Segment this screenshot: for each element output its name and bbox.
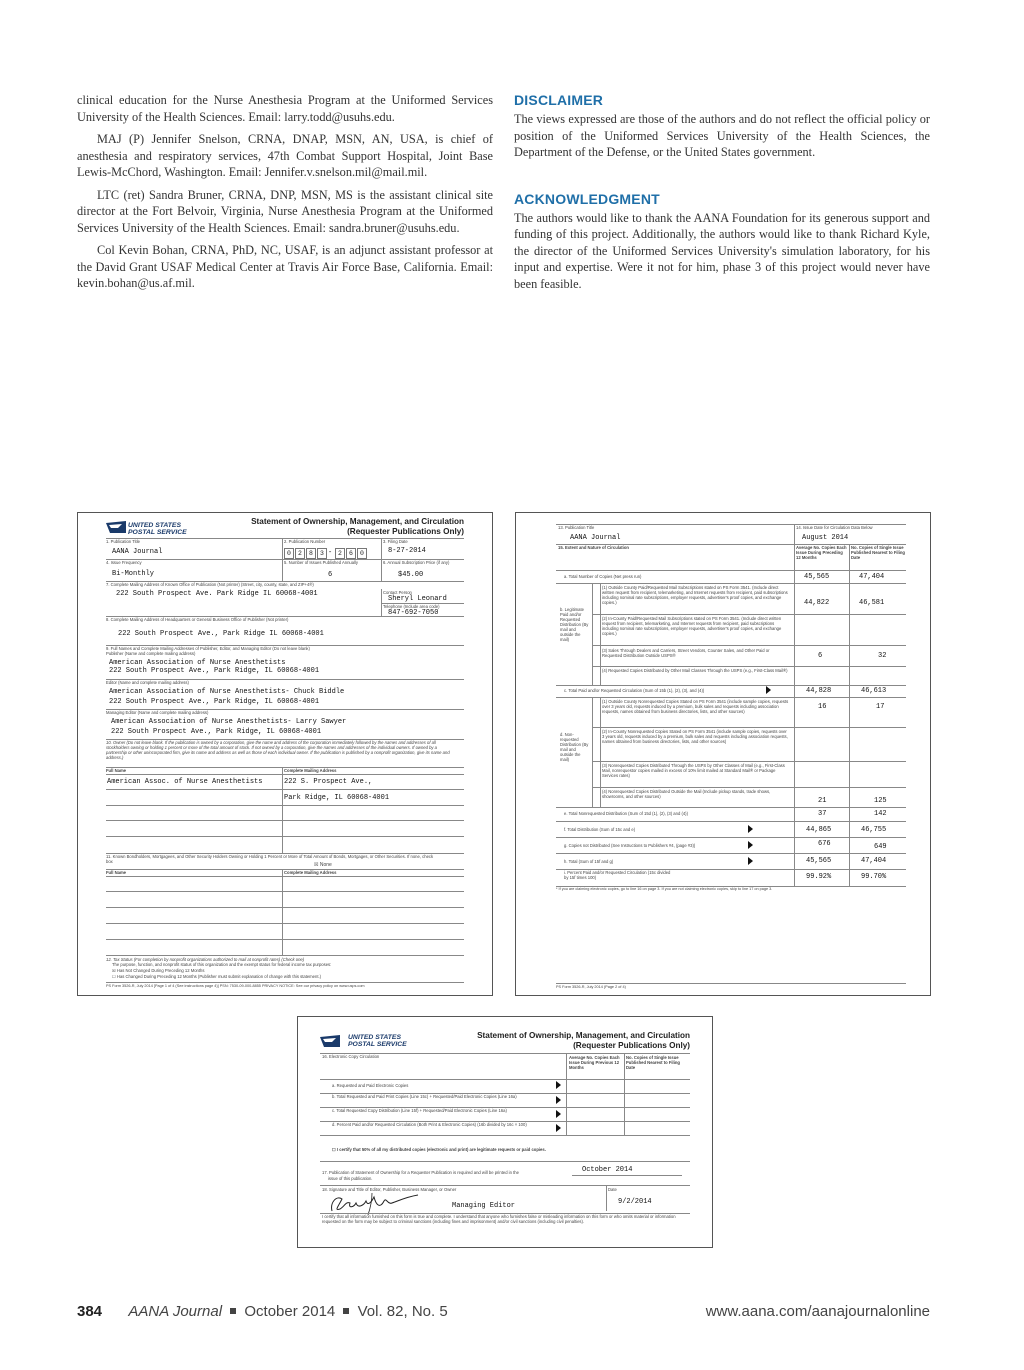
row-b3-avg: 6 (818, 652, 823, 660)
row-b1-label: (1) Outside County Paid/Requested Mail Subscriptions stated on PS Form 3541. (Include direct written request from recipient, telemarketing, and Internet requests from recipient, paid subscriptions including nominal rate subscriptions, employer requests, advertiser's proof copies, and exchange copies.) (602, 585, 788, 605)
row-e-avg: 37 (818, 810, 827, 818)
label-tax-purpose: The purpose, function, and nonprofit status of this organization and the exempt status for federal income tax purposes: (112, 962, 332, 967)
usps-wordmark: UNITED STATES POSTAL SERVICE (348, 1034, 407, 1048)
issue-frequency-value: Bi-Monthly (112, 570, 155, 578)
issue-date: October 2014 (244, 1303, 336, 1320)
electronic-copies-note: * If you are claiming electronic copies, go to line 16 on page 3. If you are not claiming electronic copies, skip to line 17 on page 3. (556, 887, 773, 891)
label-headquarters-address: 8. Complete Mailing Address of Headquarters or General Business Office of Publisher (Not printer) (106, 617, 289, 622)
publication-title-value: AANA Journal (112, 548, 163, 556)
label-bondholders: 11. Known Bondholders, Mortgagees, and Other Security Holders Owning or Holding 1 Percent or More of Total Amount of Bonds, Mortgages, or Other Securities. If none, check box (106, 854, 434, 864)
row-d4-avg: 21 (818, 797, 827, 805)
bullet-separator (230, 1308, 236, 1314)
tax-status-changed: ☐ Has Changed During Preceding 12 Months (Publisher must submit explanation of change with this statement.) (112, 974, 322, 979)
owner-col-address: Complete Mailing Address (284, 768, 337, 773)
label-telephone: Telephone (Include area code) (383, 604, 440, 609)
row16-c-label: c. Total Requested Copy Distribution (Line 15f) + Requested/Paid Electronic Copies (Line 16a) (332, 1108, 507, 1113)
volume-number: Vol. 82, No. 5 (357, 1303, 448, 1320)
label-issue-frequency: 4. Issue Frequency (106, 560, 142, 565)
subscription-price-value: $45.00 (398, 571, 424, 579)
row-b1-single: 46,581 (859, 599, 885, 607)
pub-number-digit: 2 (295, 548, 305, 559)
pub-number-digit: 6 (346, 548, 356, 559)
form-title: Statement of Ownership, Management, and Circulation (251, 517, 464, 526)
section-d-label: d. Non-requested Distribution (By mail and outside the mail) (560, 732, 589, 762)
row-i-avg: 99.92% (806, 873, 832, 881)
issue-date-value: August 2014 (802, 534, 849, 542)
pub-number-digit: 3 (317, 548, 327, 559)
contact-person-value: Sheryl Leonard (388, 595, 447, 603)
pub-number-digit: 0 (284, 548, 294, 559)
label-issue-of-publication: issue of this publication. (328, 1176, 373, 1181)
label-contact-person: Contact Person (383, 590, 412, 595)
arrow-icon (556, 1096, 561, 1104)
form-subtitle: (Requester Publications Only) (347, 526, 464, 536)
bond-col-address: Complete Mailing Address (284, 870, 337, 875)
row-f-label: f. Total Distribution (Sum of 15c and e) (564, 827, 636, 832)
bio-paragraph-bruner: LTC (ret) Sandra Bruner, CRNA, DNP, MSN, MS is the assistant clinical site director at the Fort Belvoir, Virginia, Nurse Anesthesia Program at the Uniformed Services University of the Health Sciences. Email: sandra.bruner@usuhs.edu. (77, 187, 493, 235)
row-b1-avg: 44,822 (804, 599, 830, 607)
tax-status-not-changed: ☒ Has Not Changed During Preceding 12 Months (112, 968, 205, 973)
label-signature-title: 18. Signature and Title of Editor, Publisher, Business Manager, or Owner (322, 1187, 457, 1192)
label-publication-title: 1. Publication Title (106, 539, 140, 544)
row-a-avg: 45,565 (804, 573, 830, 581)
row-f-single: 46,755 (861, 826, 887, 834)
row-d4-label: (4) Nonrequested Copies Distributed Outside the Mail (Include pickup stands, trade shows, showrooms, and other sources) (602, 789, 771, 799)
pub-number-dash: - (328, 549, 333, 557)
row-b2-label: (2) In-County Paid/Requested Mail Subscriptions stated on PS Form 3541. (Include direct written request from recipient, telemarketing, and Internet requests from recipient, paid subscriptions including nominal rate subscriptions, employer requests, advertiser's proof copies, and exchange copies.) (602, 616, 782, 636)
page-number: 384 (77, 1303, 103, 1320)
row-h-avg: 45,565 (806, 857, 832, 865)
managing-editor-address: 222 South Prospect Ave., Park Ridge, IL 60068-4001 (111, 728, 322, 736)
row-d2-label: (2) In-County Nonrequested Copies Stated on PS Form 3541 (include sample copies, requests over 3 years old, requests induced by a premium, bulk sales and requests including association requests, names obtained from business directories, lists, and other sources) (602, 729, 788, 744)
filing-date-value: 8-27-2014 (388, 547, 426, 555)
label-filing-date: 3. Filing Date (383, 539, 408, 544)
label-issues-annually: 5. Number of Issues Published Annually (284, 560, 359, 565)
publisher-address: 222 South Prospect Ave., Park Ridge, IL 60068-4001 (109, 667, 320, 675)
acknowledgment-heading: ACKNOWLEDGMENT (514, 190, 660, 207)
row-e-label: e. Total Nonrequested Distribution (Sum of 15d (1), (2), (3) and (4)) (564, 811, 688, 816)
label-tax-status: 12. Tax Status (For completion by nonprofit organizations authorized to mail at nonprofit rates) (Check one) (106, 957, 305, 962)
acknowledgment-text: The authors would like to thank the AANA Foundation for its generous support and funding of this project. Additionally, the authors would like to thank Richard Kyle, the director of the Uniformed Services University's simulation laboratory, for his input and expertise. Were it not for him, phase 3 of this project would never have been feasible. (514, 210, 930, 291)
right-column (514, 92, 930, 298)
telephone-value: 847-692-7050 (388, 609, 439, 617)
row-i-label: i. Percent Paid and/or Requested Circulation (15c divided by 15f times 100) (564, 870, 671, 880)
disclaimer-text: The views expressed are those of the authors and do not reflect the official policy or position of the Uniformed Services University of the Health Sciences, the Department of the Defense, or the United States government. (514, 112, 930, 159)
row-b4-label: (4) Requested Copies Distributed by Other Mail Classes Through the USPS (e.g., First-Class Mail®) (602, 668, 788, 673)
owner-address-line1: 222 S. Prospect Ave., (284, 778, 373, 786)
form3-subtitle: (Requester Publications Only) (573, 1040, 690, 1050)
arrow-icon (556, 1110, 561, 1118)
row-d1-label: (1) Outside County Nonrequested Copies Stated on PS Form 3541 (include sample copies, requests over 3 years old, requests induced by a premium, bulk sales and requests including association requests, names obtained from business directories, lists, and other sources) (602, 699, 789, 714)
arrow-icon (748, 825, 753, 833)
arrow-icon (556, 1124, 561, 1132)
usps-eagle-icon (106, 521, 126, 533)
label-managing-editor: Managing Editor (Name and complete mailing address) (106, 710, 209, 715)
row-g-avg: 676 (818, 840, 831, 848)
page-footer (77, 1303, 930, 1325)
row16-d-label: d. Percent Paid and/or Requested Circulation (Both Print & Electronic Copies) (16b divided by 16c × 100) (332, 1122, 527, 1127)
journal-name: AANA Journal (128, 1303, 223, 1320)
bio-paragraph-todd: clinical education for the Nurse Anesthesia Program at the Uniformed Services University of the Health Sciences. Email: larry.todd@usuhs.edu. (77, 93, 493, 124)
row-c-label: c. Total Paid and/or Requested Circulation (Sum of 15b (1), (2), (3), and (4)) (564, 688, 705, 693)
row-c-single: 46,613 (861, 687, 887, 695)
statement-issue-value: October 2014 (582, 1166, 633, 1174)
editor-name: American Association of Nurse Anesthetists- Chuck Biddle (109, 688, 345, 696)
none-checkbox: ☒ None (314, 862, 332, 868)
row-a-label: a. Total Number of Copies (Net press run) (564, 574, 642, 579)
section-b-label: b. Legitimate Paid and/or Requested Distribution (By mail and outside the mail) (560, 607, 589, 642)
form3-title: Statement of Ownership, Management, and Circulation (477, 1031, 690, 1040)
label-office-address: 7. Complete Mailing Address of Known Office of Publication (Not printer) (Street, city, county, state, and ZIP+4®) (106, 582, 314, 587)
row16-b-label: b. Total Requested and Paid Print Copies (Line 15c) + Requested/Paid Electronic Copies (Line 16a) (332, 1094, 517, 1099)
row-d4-single: 125 (874, 797, 887, 805)
journal-url[interactable]: www.aana.com/aanajournalonline (705, 1303, 930, 1320)
disclaimer-heading: DISCLAIMER (514, 92, 604, 108)
row-b3-label: (3) Sales Through Dealers and Carriers, Street Vendors, Counter Sales, and Other Paid or Requested Distribution Outside USPS® (602, 648, 770, 658)
managing-editor-name: American Association of Nurse Anesthetists- Larry Sawyer (111, 718, 347, 726)
label-editor: Editor (Name and complete mailing address) (106, 680, 189, 685)
usps-eagle-icon (320, 1035, 340, 1047)
row-d1-single: 17 (876, 703, 885, 711)
label-extent-nature: 15. Extent and Nature of Circulation (558, 545, 629, 550)
row-h-single: 47,404 (861, 857, 887, 865)
row-g-single: 649 (874, 843, 887, 851)
certify-checkbox: ☐ I certify that 50% of all my distributed copies (electronic and print) are legitimate requests or paid copies. (332, 1147, 546, 1152)
form2-publication-title: AANA Journal (570, 534, 621, 542)
label-date: Date (608, 1187, 617, 1192)
arrow-icon (748, 857, 753, 865)
col3-single-issue: No. Copies of Single Issue Published Nearest to Filing Date (626, 1055, 680, 1070)
pub-number-digit: 8 (306, 548, 316, 559)
ps-form-page-2 (515, 512, 931, 996)
label-publisher: Publisher (Name and complete mailing address) (106, 651, 196, 656)
row-c-avg: 44,828 (806, 687, 832, 695)
arrow-icon (556, 1081, 561, 1089)
ps-form-page-3 (297, 1016, 713, 1248)
form1-footer: PS Form 3526-R, July 2014 [Page 1 of 4 (See instructions page 4)] PSN: 7530-09-000-8855 PRIVACY NOTICE: See our privacy policy on www.usps.com (106, 984, 365, 988)
signer-title-value: Managing Editor (452, 1202, 516, 1210)
headquarters-address-value: 222 South Prospect Ave., Park Ridge IL 60068-4001 (118, 630, 324, 638)
row-e-single: 142 (874, 810, 887, 818)
bullet-separator (343, 1308, 349, 1314)
row-b3-single: 32 (878, 652, 887, 660)
signature-date-value: 9/2/2014 (618, 1198, 652, 1206)
row-a-single: 47,404 (859, 573, 885, 581)
row-d3-label: (3) Nonrequested Copies Distributed Through the USPS by Other Classes of Mail (e.g., First-Class Mail, nonrequestor copies mailed in excess of 10% limit mailed at Standard Mail® or Package Services rates) (602, 763, 785, 778)
owner-col-fullname: Full Name (106, 768, 127, 773)
label-names-addresses: 9. Full Names and Complete Mailing Addresses of Publisher, Editor, and Managing Editor (Do not leave blank) (106, 646, 310, 651)
row-i-single: 99.70% (861, 873, 887, 881)
owner-address-line2: Park Ridge, IL 60068-4001 (284, 794, 390, 802)
row-d1-avg: 16 (818, 703, 827, 711)
row-h-label: h. Total (Sum of 15f and g) (564, 859, 614, 864)
editor-address: 222 South Prospect Ave., Park Ridge, IL 60068-4001 (109, 698, 320, 706)
left-column (77, 92, 493, 298)
bio-paragraph-snelson: MAJ (P) Jennifer Snelson, CRNA, DNAP, MSN, AN, USA, is chief of anesthesia and respiratory services, 47th Combat Support Hospital, Joint Base Lewis-McChord, Washington. Email: Jennifer.v.snelson.mil@mail.mil. (77, 132, 493, 179)
usps-wordmark: UNITED STATES POSTAL SERVICE (128, 522, 187, 536)
owner-name: American Assoc. of Nurse Anesthetists (107, 778, 263, 786)
col-average-copies: Average No. Copies Each Issue During Preceding 12 Months (796, 545, 847, 560)
label-publication-statement: 17. Publication of Statement of Ownership for a Requester Publication is required and will be printed in the (322, 1170, 519, 1175)
pub-number-digit: 2 (335, 548, 345, 559)
label-subscription-price: 6. Annual Subscription Price (if any) (383, 560, 450, 565)
bio-paragraph-bohan: Col Kevin Bohan, CRNA, PhD, NC, USAF, is an adjunct assistant professor at the David Grant USAF Medical Center at Travis Air Force Base, California. Email: kevin.bohan@us.af.mil. (77, 243, 493, 290)
certification-statement: I certify that all information furnished on this form is true and complete. I understand that anyone who furnishes false or misleading information on this form or who omits material or information requested on the form may be subject to criminal sanctions (including fines and imprisonment) and/or civil sanctions (including civil penalties). (322, 1214, 676, 1224)
label-electronic-copy: 16. Electronic Copy Circulation (322, 1054, 380, 1059)
publisher-name: American Association of Nurse Anesthetists (109, 659, 286, 667)
col3-average-copies: Average No. Copies Each Issue During Previous 12 Months (569, 1055, 620, 1070)
arrow-icon (766, 686, 771, 694)
arrow-icon (748, 841, 753, 849)
row16-a-label: a. Requested and Paid Electronic Copies (332, 1083, 409, 1088)
row-f-avg: 44,865 (806, 826, 832, 834)
row-g-label: g. Copies not Distributed (See Instructions to Publishers #4, (page #3)) (564, 843, 696, 848)
label-owner: 10. Owner (Do not leave blank. If the publication is owned by a corporation, give the name and address of the corporation immediately followed by the names and addresses of all stockholders owning or holding 1 percent or more of the total amount of stock. If not owned by a corporation, give the names and addresses of the individual owners. If owned by a partnership or other unincorporated firm, give its name and address as well as those of each individual owner. If the publication is published by a nonprofit organization, give its name and address.) (106, 740, 450, 760)
pub-number-digit: 0 (357, 548, 367, 559)
label-publication-title-13: 13. Publication Title (558, 525, 595, 530)
ps-form-page-1 (77, 512, 493, 996)
col-single-issue: No. Copies of Single Issue Published Nearest to Filing Date (851, 545, 905, 560)
issues-annually-value: 6 (328, 571, 333, 579)
bond-col-fullname: Full Name (106, 870, 127, 875)
label-publication-number: 2. Publication Number (284, 539, 326, 544)
label-issue-date: 14. Issue Date for Circulation Data Below (796, 525, 873, 530)
form2-footer: PS Form 3526-R, July 2014 (Page 2 of 4) (556, 985, 626, 989)
office-address-value: 222 South Prospect Ave. Park Ridge IL 60068-4001 (116, 590, 318, 598)
